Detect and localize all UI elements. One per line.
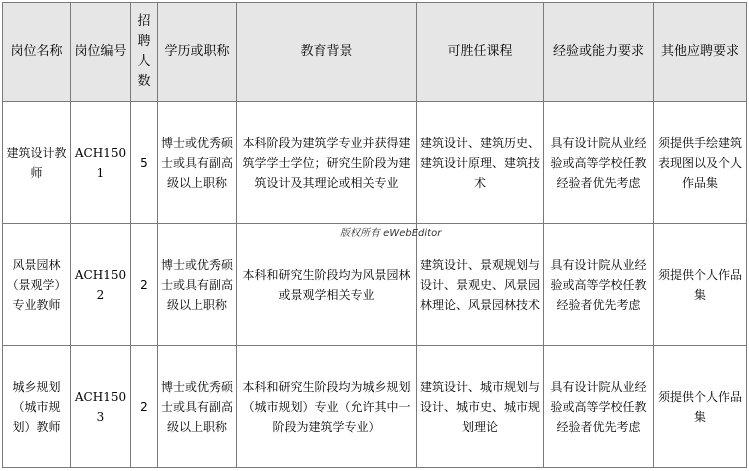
header-row (3, 3, 747, 102)
header-cell-experience: 经验或能力要求 (544, 3, 654, 102)
table-row (3, 346, 747, 468)
header-cell-degree: 学历或职称 (158, 3, 237, 102)
header-cell-courses: 可胜任课程 (417, 3, 544, 102)
header-cell-other: 其他应聘要求 (654, 3, 747, 102)
position-code-cell: ACH1502 (71, 224, 131, 346)
hiring-count-cell: 5 (131, 102, 158, 224)
position-name-cell: 建筑设计教师 (3, 102, 71, 224)
table-row (3, 224, 747, 346)
watermark: 版权所有 eWebEditor (340, 228, 442, 239)
degree-cell: 博士或优秀硕士或具有副高级以上职称 (158, 346, 237, 468)
other-requirements-cell: 须提供个人作品集 (654, 346, 747, 468)
education-cell: 本科和研究生阶段均为风景园林或景观学相关专业 (237, 224, 417, 346)
experience-cell: 具有设计院从业经验或高等学校任教经验者优先考虑 (544, 102, 654, 224)
position-name-cell: 城乡规划（城市规划）教师 (3, 346, 71, 468)
table-row (3, 102, 747, 224)
experience-cell: 具有设计院从业经验或高等学校任教经验者优先考虑 (544, 346, 654, 468)
courses-cell: 建筑设计、景观规划与设计、景观史、风景园林理论、风景园林技术 (417, 224, 544, 346)
hiring-count-cell: 2 (131, 346, 158, 468)
courses-cell: 建筑设计、城市规划与设计、城市史、城市规划理论 (417, 346, 544, 468)
education-cell: 本科和研究生阶段均为城乡规划（城市规划）专业（允许其中一阶段为建筑学专业） (237, 346, 417, 468)
other-requirements-cell: 须提供手绘建筑表现图以及个人作品集 (654, 102, 747, 224)
header-cell-position-code: 岗位编号 (71, 3, 131, 102)
header-cell-hiring-count: 招聘人数 (131, 3, 158, 102)
degree-cell: 博士或优秀硕士或具有副高级以上职称 (158, 102, 237, 224)
position-code-cell: ACH1503 (71, 346, 131, 468)
education-cell: 本科阶段为建筑学专业并获得建筑学学士学位；研究生阶段为建筑设计及其理论或相关专业 (237, 102, 417, 224)
position-name-cell: 风景园林（景观学）专业教师 (3, 224, 71, 346)
hiring-count-cell: 2 (131, 224, 158, 346)
experience-cell: 具有设计院从业经验或高等学校任教经验者优先考虑 (544, 224, 654, 346)
degree-cell: 博士或优秀硕士或具有副高级以上职称 (158, 224, 237, 346)
header-cell-education: 教育背景 (237, 3, 417, 102)
header-cell-position-name: 岗位名称 (3, 3, 71, 102)
other-requirements-cell: 须提供个人作品集 (654, 224, 747, 346)
position-code-cell: ACH1501 (71, 102, 131, 224)
courses-cell: 建筑设计、建筑历史、建筑设计原理、建筑技术 (417, 102, 544, 224)
